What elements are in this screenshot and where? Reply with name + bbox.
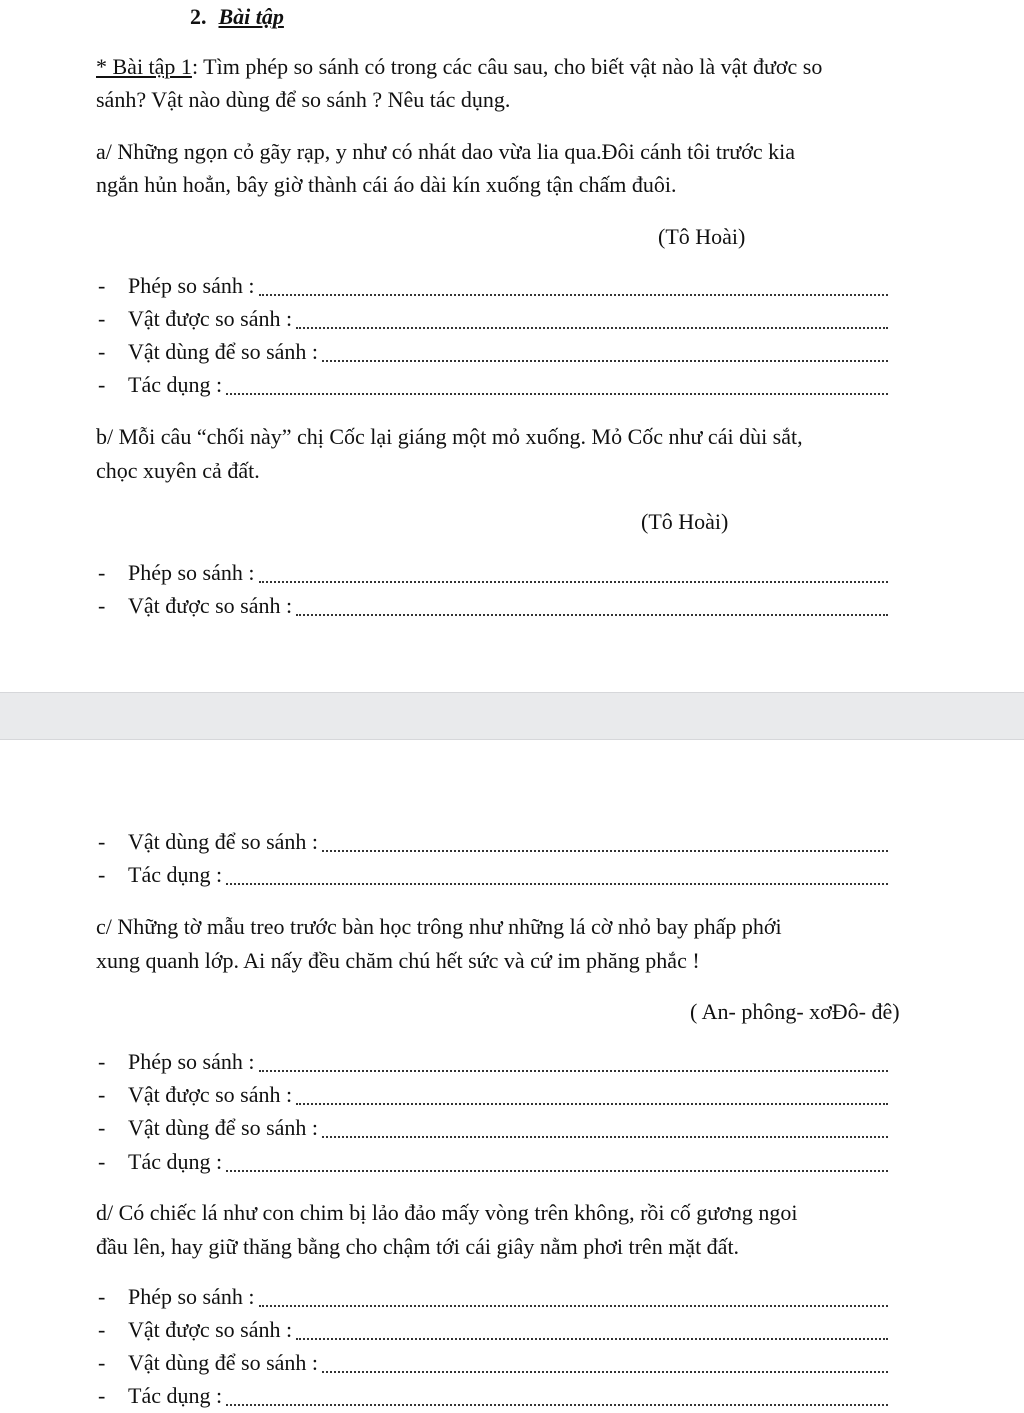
part-c-line2: xung quanh lớp. Ai nấy đều chăm chú hết sức và cứ im phăng phắc ! bbox=[96, 948, 700, 973]
section-number: 2. bbox=[190, 4, 207, 29]
part-d-item-effect: - Tác dụng : bbox=[98, 1383, 888, 1413]
part-c-item-effect: - Tác dụng : bbox=[98, 1149, 888, 1179]
part-d-line1: d/ Có chiếc lá như con chim bị lảo đảo mấy vòng trên không, rồi cố gương ngoi bbox=[96, 1200, 798, 1225]
part-a-item-comparing-object: - Vật dùng để so sánh : bbox=[98, 339, 888, 369]
answer-blank[interactable] bbox=[296, 593, 888, 616]
exercise1-label: * Bài tập 1 bbox=[96, 54, 192, 79]
part-c-item-comparison: - Phép so sánh : bbox=[98, 1049, 888, 1079]
answer-blank[interactable] bbox=[259, 1284, 889, 1307]
answer-blank[interactable] bbox=[226, 1149, 888, 1172]
page-break-gap bbox=[0, 692, 1024, 740]
part-c-line1: c/ Những tờ mẫu treo trước bàn học trông như những lá cờ nhỏ bay phấp phới bbox=[96, 914, 782, 939]
answer-blank[interactable] bbox=[322, 339, 888, 362]
answer-blank[interactable] bbox=[296, 1082, 888, 1105]
answer-blank[interactable] bbox=[259, 1049, 889, 1072]
part-b-line2: chọc xuyên cả đất. bbox=[96, 458, 260, 483]
part-b-author: (Tô Hoài) bbox=[641, 509, 729, 534]
part-b-item-effect: - Tác dụng : bbox=[98, 862, 888, 892]
part-a-item-compared-object: - Vật được so sánh : bbox=[98, 306, 888, 336]
part-b-line1: b/ Mỗi câu “chối này” chị Cốc lại giáng một mỏ xuống. Mỏ Cốc như cái dùi sắt, bbox=[96, 424, 803, 449]
part-a-item-effect: - Tác dụng : bbox=[98, 372, 888, 402]
answer-blank[interactable] bbox=[296, 306, 888, 329]
answer-blank[interactable] bbox=[226, 862, 888, 885]
section-title: Bài tập bbox=[218, 4, 284, 29]
exercise1-prompt-rest: : Tìm phép so sánh có trong các câu sau, cho biết vật nào là vật đươc so bbox=[191, 54, 823, 79]
part-d-item-compared-object: - Vật được so sánh : bbox=[98, 1317, 888, 1347]
answer-blank[interactable] bbox=[226, 372, 888, 395]
part-a-line1: a/ Những ngọn cỏ gãy rạp, y như có nhát dao vừa lia qua.Đôi cánh tôi trước kia bbox=[96, 139, 795, 164]
part-b-item-comparison: - Phép so sánh : bbox=[98, 560, 888, 590]
exercise1-prompt-line1 bbox=[96, 54, 822, 80]
part-d-line2: đầu lên, hay giữ thăng bằng cho chậm tới cái giây nằm phơi trên mặt đất. bbox=[96, 1234, 740, 1259]
document-page-1 bbox=[0, 0, 1024, 692]
part-c-item-comparing-object: - Vật dùng để so sánh : bbox=[98, 1115, 888, 1145]
answer-blank[interactable] bbox=[226, 1383, 888, 1406]
part-a-line2: ngắn hủn hoẳn, bây giờ thành cái áo dài kín xuống tận chấm đuôi. bbox=[96, 172, 677, 197]
part-b-item-comparing-object: - Vật dùng để so sánh : bbox=[98, 829, 888, 859]
document-page-2 bbox=[0, 740, 1024, 1413]
part-b-item-compared-object: - Vật được so sánh : bbox=[98, 593, 888, 623]
answer-blank[interactable] bbox=[296, 1317, 888, 1340]
part-a-author: (Tô Hoài) bbox=[658, 224, 746, 249]
answer-blank[interactable] bbox=[322, 1115, 888, 1138]
answer-blank[interactable] bbox=[322, 829, 888, 852]
part-c-item-compared-object: - Vật được so sánh : bbox=[98, 1082, 888, 1112]
part-a-item-comparison: - Phép so sánh : bbox=[98, 273, 888, 303]
part-d-item-comparison: - Phép so sánh : bbox=[98, 1284, 888, 1314]
answer-blank[interactable] bbox=[259, 560, 889, 583]
answer-blank[interactable] bbox=[259, 273, 889, 296]
part-c-author: ( An- phông- xơĐô- đê) bbox=[690, 999, 900, 1024]
part-d-item-comparing-object: - Vật dùng để so sánh : bbox=[98, 1350, 888, 1380]
section-heading bbox=[190, 4, 284, 30]
exercise1-prompt-line2: sánh? Vật nào dùng để so sánh ? Nêu tác dụng. bbox=[96, 87, 511, 112]
answer-blank[interactable] bbox=[322, 1350, 888, 1373]
